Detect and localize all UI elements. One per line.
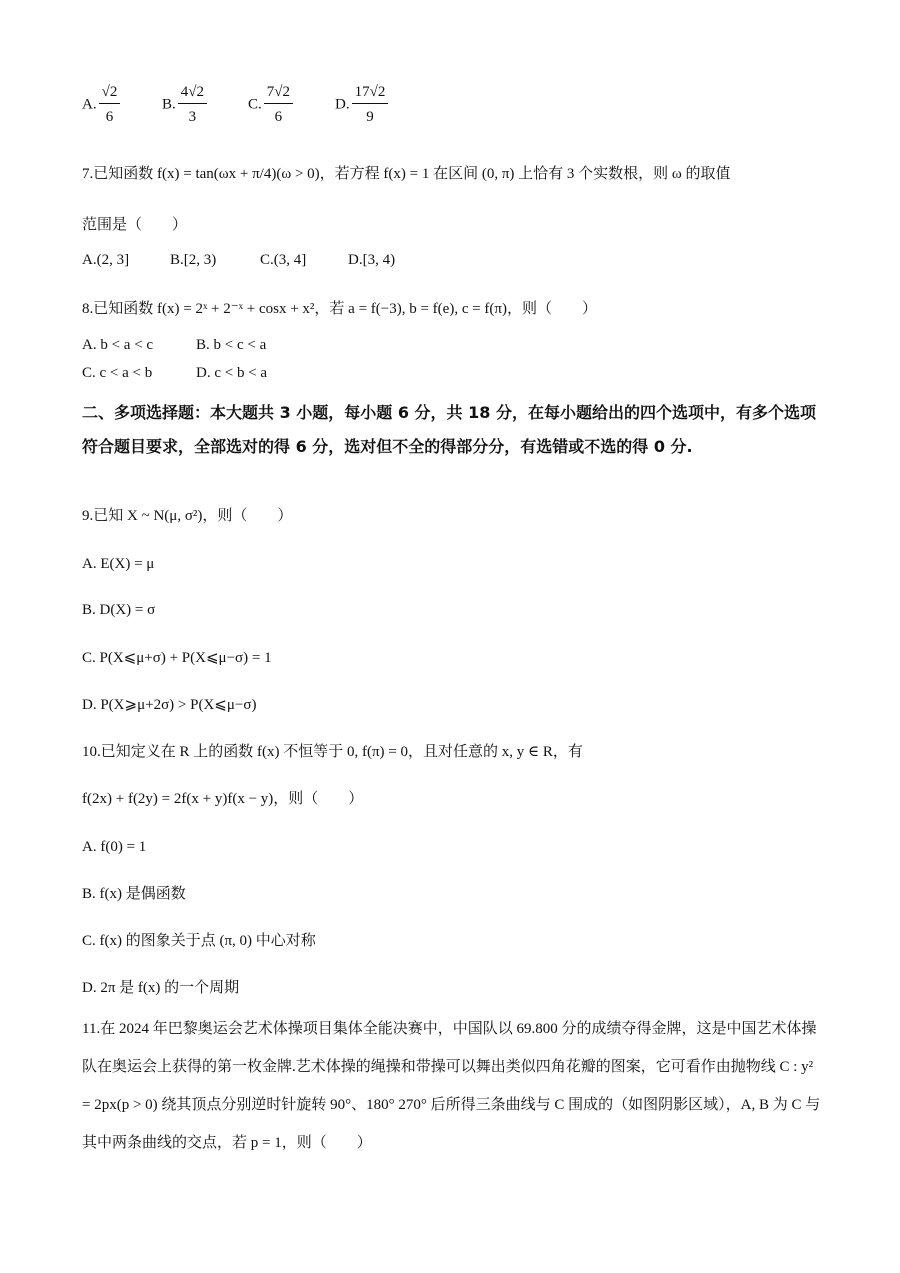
q7-choice-b[interactable]: B.[2, 3) — [170, 252, 217, 268]
q8-choice-d[interactable]: D. c < b < a — [196, 365, 268, 381]
q6-choice-b[interactable]: B. $\frac{4√2}{3}$ — [162, 82, 207, 128]
q10-choice-a[interactable]: A. f(0) = 1 — [82, 839, 147, 855]
q7-stem-cont: 范围是（ ） — [82, 217, 188, 233]
q10-stem: 10.已知定义在 R 上的函数 f(x) 不恒等于 0, f(π) = 0，且对任意的 x, y ∈ R，有 — [82, 744, 583, 760]
q8-choice-a[interactable]: A. b < a < c — [82, 337, 154, 353]
q7-choice-c[interactable]: C.(3, 4] — [260, 252, 307, 268]
q9-choice-a[interactable]: A. E(X) = μ — [82, 556, 155, 572]
q7-choice-d[interactable]: D.[3, 4) — [348, 252, 396, 268]
q6-choice-a[interactable]: A. $\frac{√2}{6}$ — [82, 82, 120, 128]
q7-stem: 7.已知函数 f(x) = tan(ωx + π/4)(ω > 0)，若方程 f(x) = 1 在区间 (0, π) 上恰有 3 个实数根，则 ω 的取值 — [82, 166, 731, 182]
q9-stem: 9.已知 X ~ N(μ, σ²)，则（ ） — [82, 508, 293, 524]
q6-choice-c[interactable]: C. $\frac{7√2}{6}$ — [248, 82, 293, 128]
q10-stem-cont: f(2x) + f(2y) = 2f(x + y)f(x − y)，则（ ） — [82, 791, 364, 807]
section-2-heading: 二、多项选择题：本大题共 3 小题，每小题 6 分，共 18 分，在每小题给出的四个选项中，有多个选项符合题目要求，全部选对的得 6 分，选对但不全的得部分分，有选错或不选的得 0 分. — [82, 403, 816, 456]
q8-stem: 8.已知函数 f(x) = 2ˣ + 2⁻ˣ + cosx + x²，若 a = f(−3), b = f(e), c = f(π)，则（ ） — [82, 301, 597, 317]
q9-choice-d[interactable]: D. P(X⩾μ+2σ) > P(X⩽μ−σ) — [82, 697, 257, 713]
q8-choice-c[interactable]: C. c < a < b — [82, 365, 153, 381]
q9-choice-c[interactable]: C. P(X⩽μ+σ) + P(X⩽μ−σ) = 1 — [82, 650, 272, 666]
q8-choice-b[interactable]: B. b < c < a — [196, 337, 267, 353]
q10-choice-c[interactable]: C. f(x) 的图象关于点 (π, 0) 中心对称 — [82, 933, 316, 949]
q10-choice-b[interactable]: B. f(x) 是偶函数 — [82, 886, 186, 902]
q7-choice-a[interactable]: A.(2, 3] — [82, 252, 130, 268]
q6-choice-d[interactable]: D. $\frac{17√2}{9}$ — [335, 82, 388, 128]
q10-choice-d[interactable]: D. 2π 是 f(x) 的一个周期 — [82, 980, 240, 996]
q11-stem: 11.在 2024 年巴黎奥运会艺术体操项目集体全能决赛中，中国队以 69.800 分的成绩夺得金牌，这是中国艺术体操队在奥运会上获得的第一枚金牌.艺术体操的绳操和带操可以舞出类似四角花瓣的图案，它可看作由抛物线 C : y² = 2px(p > 0) 绕其顶点分别逆时针旋转 90°、180° 270° 后所得三条曲线与 C 围成的（如图阴影区域），A, B 为 C 与其中两条曲线的交点，若 p = 1，则（ ） — [82, 1021, 821, 1151]
q9-choice-b[interactable]: B. D(X) = σ — [82, 602, 156, 618]
